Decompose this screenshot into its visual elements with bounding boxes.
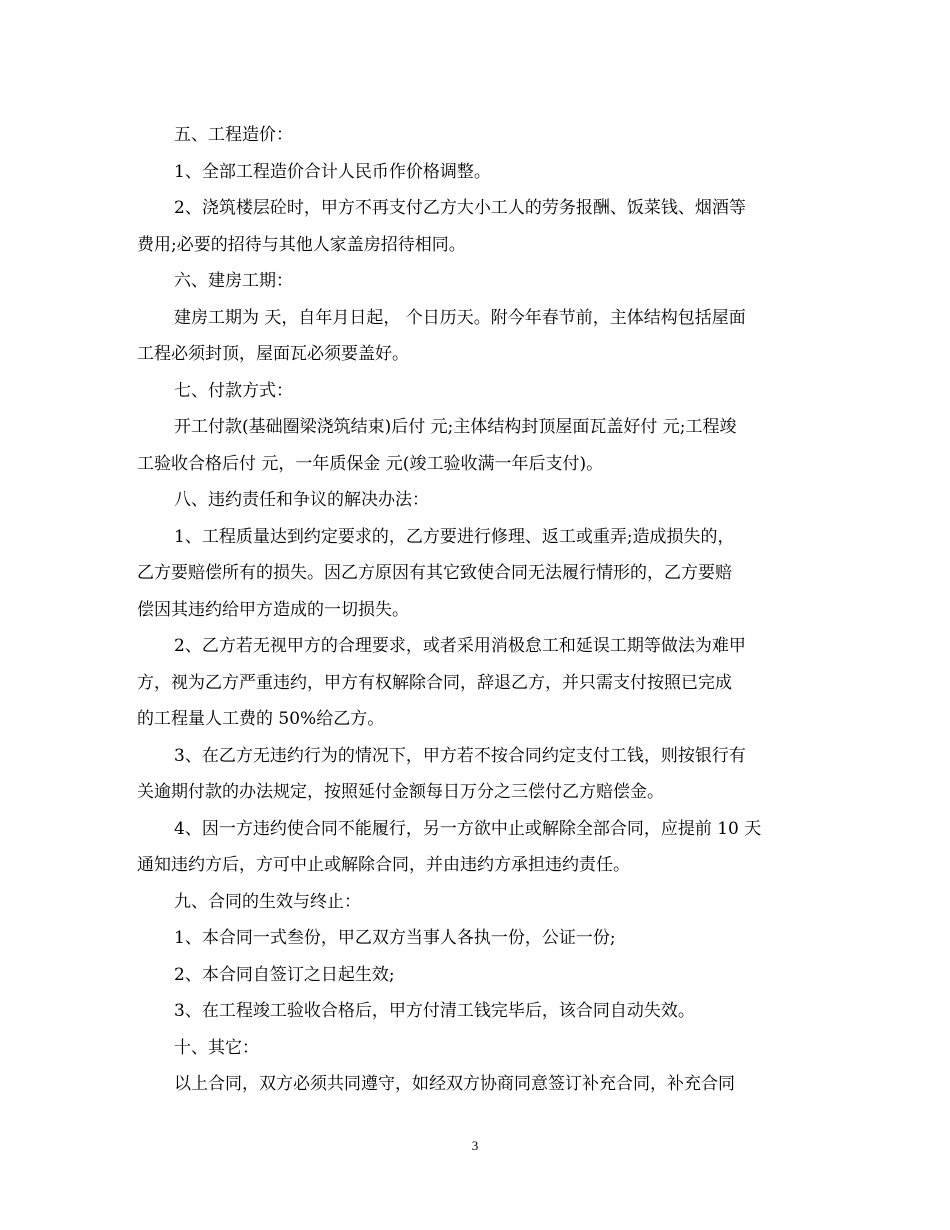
paragraph-line: 十、其它：	[174, 1037, 259, 1058]
paragraph-line: 2、本合同自签订之日起生效;	[174, 964, 395, 985]
page-number: 3	[471, 1138, 479, 1153]
paragraph-line: 1、本合同一式叁份，甲乙双方当事人各执一份，公证一份;	[174, 928, 616, 948]
paragraph-line: 2、浇筑楼层砼时，甲方不再支付乙方大小工人的劳务报酬、饭菜钱、烟酒等	[174, 198, 746, 218]
paragraph-line: 3、在工程竣工验收合格后，甲方付清工钱完毕后，该合同自动失效。	[174, 1001, 695, 1021]
paragraph-continuation-line: 的工程量人工费的 50%给乙方。	[137, 709, 385, 729]
paragraph-line: 开工付款(基础圈梁浇筑结束)后付 元;主体结构封顶屋面瓦盖好付 元;工程竣	[174, 417, 737, 437]
paragraph-line: 七、付款方式：	[174, 380, 293, 401]
paragraph-continuation-line: 工程必须封顶，屋面瓦必须要盖好。	[137, 344, 409, 364]
paragraph-line: 4、因一方违约使合同不能履行，另一方欲中止或解除全部合同，应提前 10 天	[174, 818, 762, 839]
paragraph-continuation-line: 偿因其违约给甲方造成的一切损失。	[137, 599, 409, 620]
paragraph-line: 五、工程造价：	[174, 125, 293, 145]
paragraph-line: 建房工期为 天，自年月日起， 个日历天。附今年春节前，主体结构包括屋面	[174, 307, 746, 328]
paragraph-continuation-line: 工验收合格后付 元，一年质保金 元(竣工验收满一年后支付)。	[137, 453, 604, 474]
paragraph-line: 八、违约责任和争议的解决办法：	[174, 490, 429, 510]
paragraph-continuation-line: 关逾期付款的办法规定，按照延付金额每日万分之三偿付乙方赔偿金。	[137, 782, 664, 802]
paragraph-continuation-line: 乙方要赔偿所有的损失。因乙方原因有其它致使合同无法履行情形的，乙方要赔	[137, 563, 732, 583]
paragraph-line: 1、工程质量达到约定要求的，乙方要进行修理、返工或重弄;造成损失的，	[174, 526, 735, 547]
paragraph-line: 2、乙方若无视甲方的合理要求，或者采用消极怠工和延误工期等做法为难甲	[174, 636, 746, 656]
paragraph-line: 以上合同，双方必须共同遵守，如经双方协商同意签订补充合同，补充合同	[174, 1074, 735, 1094]
paragraph-continuation-line: 费用;必要的招待与其他人家盖房招待相同。	[137, 234, 466, 255]
paragraph-continuation-line: 方，视为乙方严重违约，甲方有权解除合同，辞退乙方，并只需支付按照已完成	[137, 672, 732, 693]
document-body	[137, 117, 804, 1103]
paragraph-line: 六、建房工期：	[174, 271, 293, 291]
paragraph-continuation-line: 通知违约方后，方可中止或解除合同，并由违约方承担违约责任。	[137, 855, 630, 875]
paragraph-line: 3、在乙方无违约行为的情况下，甲方若不按合同约定支付工钱，则按银行有	[174, 745, 746, 766]
paragraph-line: 1、全部工程造价合计人民币作价格调整。	[174, 161, 491, 182]
paragraph-line: 九、合同的生效与终止：	[174, 891, 361, 912]
